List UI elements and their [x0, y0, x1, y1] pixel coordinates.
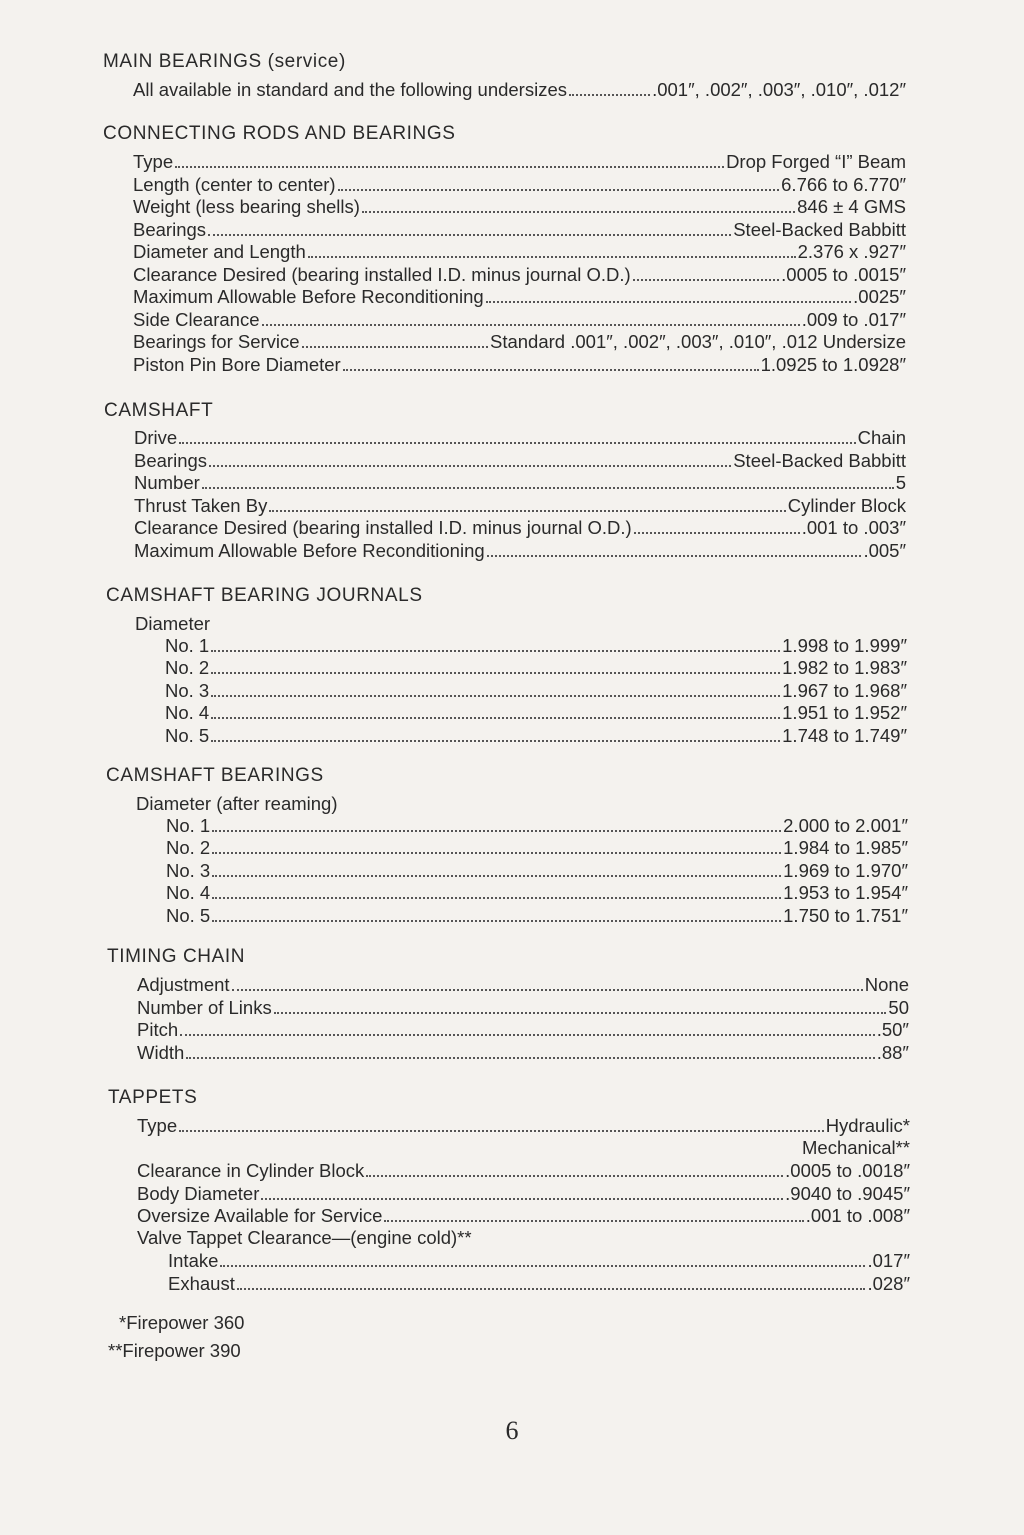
spec-row — [133, 331, 906, 353]
row-value: .0005 to .0015″ — [781, 263, 906, 285]
row-label: No. 2 — [166, 837, 211, 859]
row-label: No. 5 — [166, 904, 211, 926]
row-value: 1.750 to 1.751″ — [783, 904, 908, 926]
row-value: 1.951 to 1.952″ — [782, 702, 907, 724]
spec-row — [134, 517, 906, 539]
row-label: No. 1 — [165, 635, 210, 656]
leader-dots — [366, 1175, 783, 1177]
tappets-heading: TAPPETS — [108, 1087, 198, 1108]
spec-row — [166, 882, 908, 904]
row-value: .88″ — [876, 1041, 909, 1063]
spec-row — [165, 657, 907, 679]
spec-row — [133, 151, 906, 173]
camshaft-bearings-sub: Diameter (after reaming) — [136, 793, 338, 814]
row-value: 1.984 to 1.985″ — [783, 837, 908, 859]
row-value: Standard .001″, .002″, .003″, .010″, .012 Undersize — [490, 331, 906, 352]
leader-dots — [211, 717, 780, 719]
leader-dots — [487, 555, 862, 557]
spec-row — [137, 1205, 910, 1227]
spec-row — [166, 905, 908, 927]
row-label: Maximum Allowable Before Reconditioning — [134, 540, 485, 561]
row-label: No. 4 — [165, 702, 210, 724]
row-label: Clearance Desired (bearing installed I.D. minus journal O.D.) — [134, 517, 632, 539]
camshaft-journals-heading: CAMSHAFT BEARING JOURNALS — [106, 585, 423, 606]
leader-dots — [211, 650, 780, 652]
spec-row — [137, 1042, 909, 1064]
spec-row — [134, 540, 906, 562]
tappets-type-row — [137, 1115, 910, 1137]
row-label: Bearings for Service — [133, 331, 300, 352]
row-value: 50 — [888, 996, 909, 1018]
row-value: Chain — [857, 427, 906, 448]
row-label: Number of Links — [137, 996, 272, 1018]
row-value: Cylinder Block — [787, 494, 906, 516]
leader-dots — [308, 256, 796, 258]
row-value: Drop Forged “I” Beam — [726, 151, 906, 172]
row-label: Side Clearance — [133, 308, 260, 330]
spec-row — [137, 1183, 910, 1205]
leader-dots — [179, 442, 855, 444]
row-label: Clearance Desired (bearing installed I.D. minus journal O.D.) — [133, 263, 631, 285]
row-label: Clearance in Cylinder Block — [137, 1160, 365, 1181]
row-value: 6.766 to 6.770″ — [781, 173, 906, 195]
row-label: Body Diameter — [137, 1182, 260, 1204]
row-value: 1.998 to 1.999″ — [782, 635, 907, 656]
row-value: 1.969 to 1.970″ — [783, 859, 908, 881]
leader-dots — [384, 1220, 803, 1222]
row-value: .50″ — [876, 1019, 909, 1040]
row-value: Steel-Backed Babbitt — [733, 449, 906, 471]
spec-row — [165, 680, 907, 702]
spec-row — [137, 974, 909, 996]
leader-dots — [269, 510, 785, 512]
spec-row — [134, 472, 906, 494]
row-value: .017″ — [867, 1250, 910, 1271]
spec-row — [168, 1250, 910, 1272]
row-label: Type — [137, 1115, 178, 1136]
row-value: .005″ — [863, 540, 906, 561]
timing-chain-heading: TIMING CHAIN — [107, 946, 246, 967]
spec-row — [133, 174, 906, 196]
row-label: Maximum Allowable Before Reconditioning — [133, 286, 484, 307]
spec-row — [137, 997, 909, 1019]
spec-row — [166, 815, 908, 837]
leader-dots — [302, 346, 488, 348]
spec-row — [134, 427, 906, 449]
row-value: .9040 to .9045″ — [785, 1182, 910, 1204]
leader-dots — [569, 94, 650, 96]
row-value: 846 ± 4 GMS — [797, 196, 906, 217]
leader-dots — [211, 672, 780, 674]
row-label: Number — [134, 472, 200, 494]
leader-dots — [634, 532, 800, 534]
row-value: 1.748 to 1.749″ — [782, 724, 907, 746]
row-label: Length (center to center) — [133, 173, 336, 195]
row-label: Oversize Available for Service — [137, 1205, 383, 1226]
camshaft-journals-sub: Diameter — [135, 613, 211, 634]
spec-row — [133, 241, 906, 263]
row-value: 2.000 to 2.001″ — [783, 815, 908, 836]
leader-dots — [212, 897, 781, 899]
main-bearings-heading: MAIN BEARINGS (service) — [103, 51, 346, 72]
row-label: Weight (less bearing shells) — [133, 196, 360, 217]
row-label: Pitch — [137, 1019, 179, 1040]
spec-row — [168, 1273, 910, 1295]
leader-dots — [211, 695, 780, 697]
spec-row — [133, 219, 906, 241]
row-label: Width — [137, 1041, 185, 1063]
leader-dots — [633, 279, 779, 281]
leader-dots — [262, 324, 800, 326]
row-value: Steel-Backed Babbitt — [733, 218, 906, 240]
spec-row — [137, 1160, 910, 1182]
spec-row — [166, 837, 908, 859]
spec-row — [133, 196, 906, 218]
row-label: Type — [133, 151, 174, 172]
connecting-rods-heading: CONNECTING RODS AND BEARINGS — [103, 123, 456, 144]
leader-dots — [338, 189, 780, 191]
leader-dots — [209, 465, 731, 467]
page-number: 6 — [505, 1416, 519, 1445]
row-value: .001″, .002″, .003″, .010″, .012″ — [652, 79, 906, 100]
tappets-type-value-2: Mechanical** — [802, 1137, 910, 1158]
row-value: .028″ — [867, 1272, 910, 1294]
row-value: None — [864, 974, 909, 995]
row-label: No. 3 — [166, 859, 211, 881]
leader-dots — [179, 1130, 824, 1132]
main-bearings-row — [133, 79, 906, 101]
valve-tappet-sub: Valve Tappet Clearance—(engine cold)** — [137, 1227, 472, 1248]
row-label: No. 5 — [165, 724, 210, 746]
leader-dots — [486, 301, 851, 303]
leader-dots — [212, 920, 781, 922]
spec-row — [134, 450, 906, 472]
leader-dots — [232, 989, 863, 991]
spec-row — [165, 635, 907, 657]
camshaft-heading: CAMSHAFT — [104, 400, 214, 421]
spec-row — [133, 286, 906, 308]
leader-dots — [186, 1057, 874, 1059]
row-label: Intake — [168, 1250, 219, 1271]
leader-dots — [212, 852, 781, 854]
row-value: Hydraulic* — [825, 1115, 910, 1136]
row-label: All available in standard and the following undersizes — [133, 79, 567, 100]
spec-row — [133, 264, 906, 286]
leader-dots — [261, 1198, 783, 1200]
footnote-1: *Firepower 360 — [119, 1312, 245, 1333]
row-value: .009 to .017″ — [801, 308, 906, 330]
leader-dots — [180, 1034, 875, 1036]
row-label: Drive — [134, 427, 178, 448]
leader-dots — [343, 369, 759, 371]
leader-dots — [175, 166, 724, 168]
row-label: Adjustment — [137, 974, 230, 995]
spec-row — [134, 495, 906, 517]
leader-dots — [237, 1288, 866, 1290]
row-label: Bearings — [133, 218, 207, 240]
row-label: Exhaust — [168, 1272, 235, 1294]
row-value: 5 — [895, 472, 906, 494]
row-value: .0005 to .0018″ — [785, 1160, 910, 1181]
row-label: Diameter and Length — [133, 241, 306, 262]
leader-dots — [208, 234, 731, 236]
row-label: Piston Pin Bore Diameter — [133, 353, 341, 375]
spec-row — [133, 354, 906, 376]
spec-row — [166, 860, 908, 882]
leader-dots — [202, 487, 894, 489]
row-label: No. 1 — [166, 815, 211, 836]
spec-row — [137, 1019, 909, 1041]
spec-row — [165, 702, 907, 724]
leader-dots — [362, 211, 795, 213]
camshaft-bearings-heading: CAMSHAFT BEARINGS — [106, 765, 324, 786]
row-value: 2.376 x .927″ — [797, 241, 906, 262]
row-label: Bearings — [134, 449, 208, 471]
footnote-2: **Firepower 390 — [108, 1340, 241, 1361]
row-label: No. 2 — [165, 657, 210, 679]
leader-dots — [212, 875, 781, 877]
row-value: 1.0925 to 1.0928″ — [760, 353, 906, 375]
row-value: 1.953 to 1.954″ — [783, 882, 908, 904]
leader-dots — [211, 740, 780, 742]
leader-dots — [212, 830, 781, 832]
row-label: Thrust Taken By — [134, 494, 268, 516]
row-value: 1.967 to 1.968″ — [782, 679, 907, 701]
spec-row — [133, 309, 906, 331]
row-value: .001 to .003″ — [801, 517, 906, 539]
row-label: No. 3 — [165, 679, 210, 701]
leader-dots — [220, 1265, 865, 1267]
row-label: No. 4 — [166, 882, 211, 904]
row-value: .001 to .008″ — [805, 1205, 910, 1226]
row-value: .0025″ — [853, 286, 906, 307]
spec-row — [165, 725, 907, 747]
leader-dots — [274, 1012, 887, 1014]
row-value: 1.982 to 1.983″ — [782, 657, 907, 679]
